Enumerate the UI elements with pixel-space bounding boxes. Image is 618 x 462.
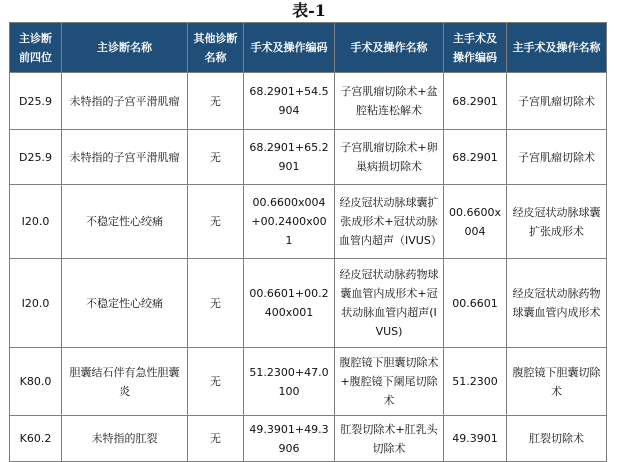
cell-main-operation-code: 00.6601 [444, 259, 507, 348]
cell-diagnosis-name: 不稳定性心绞痛 [62, 259, 188, 348]
table-row [10, 73, 607, 130]
cell-operation-codes: 00.6600x004+00.2400x001 [244, 185, 335, 259]
cell-operation-names: 子宫肌瘤切除术+盆腔粘连松解术 [335, 73, 444, 130]
header-operation-names: 手术及操作名称 [335, 23, 444, 73]
surgery-code-table [9, 22, 607, 462]
header-other-diagnosis-name: 其他诊断名称 [188, 23, 244, 73]
table-row [10, 185, 607, 259]
cell-diagnosis-code: D25.9 [10, 73, 62, 130]
cell-main-operation-code: 51.2300 [444, 348, 507, 416]
cell-operation-names: 腹腔镜下胆囊切除术+腹腔镜下阑尾切除术 [335, 348, 444, 416]
cell-other-diagnosis: 无 [188, 130, 244, 185]
cell-operation-names: 子宫肌瘤切除术+卵巢病损切除术 [335, 130, 444, 185]
cell-operation-codes: 49.3901+49.3906 [244, 416, 335, 462]
cell-diagnosis-code: D25.9 [10, 130, 62, 185]
cell-main-operation-name: 经皮冠状动脉球囊扩张成形术 [507, 185, 607, 259]
header-main-diagnosis-code: 主诊断前四位 [10, 23, 62, 73]
cell-main-operation-code: 49.3901 [444, 416, 507, 462]
cell-operation-names: 经皮冠状动脉球囊扩张成形术+冠状动脉血管内超声（IVUS） [335, 185, 444, 259]
cell-main-operation-name: 腹腔镜下胆囊切除术 [507, 348, 607, 416]
cell-operation-codes: 68.2901+54.5904 [244, 73, 335, 130]
cell-diagnosis-name: 不稳定性心绞痛 [62, 185, 188, 259]
cell-main-operation-code: 68.2901 [444, 73, 507, 130]
table-row [10, 259, 607, 348]
cell-operation-codes: 68.2901+65.2901 [244, 130, 335, 185]
cell-main-operation-name: 肛裂切除术 [507, 416, 607, 462]
cell-operation-names: 肛裂切除术+肛乳头切除术 [335, 416, 444, 462]
cell-diagnosis-code: K60.2 [10, 416, 62, 462]
cell-diagnosis-name: 未特指的肛裂 [62, 416, 188, 462]
header-main-operation-name: 主手术及操作名称 [507, 23, 607, 73]
cell-main-operation-name: 子宫肌瘤切除术 [507, 73, 607, 130]
table-title: 表-1 [292, 1, 326, 20]
cell-other-diagnosis: 无 [188, 185, 244, 259]
cell-diagnosis-name: 未特指的子宫平滑肌瘤 [62, 130, 188, 185]
cell-diagnosis-code: K80.0 [10, 348, 62, 416]
cell-diagnosis-code: I20.0 [10, 185, 62, 259]
table-row [10, 348, 607, 416]
cell-main-operation-code: 00.6600x004 [444, 185, 507, 259]
cell-diagnosis-name: 胆囊结石伴有急性胆囊炎 [62, 348, 188, 416]
cell-other-diagnosis: 无 [188, 416, 244, 462]
header-main-operation-code: 主手术及操作编码 [444, 23, 507, 73]
cell-other-diagnosis: 无 [188, 348, 244, 416]
cell-operation-codes: 00.6601+00.2400x001 [244, 259, 335, 348]
header-main-diagnosis-name: 主诊断名称 [62, 23, 188, 73]
table-row [10, 130, 607, 185]
cell-main-operation-name: 子宫肌瘤切除术 [507, 130, 607, 185]
cell-operation-codes: 51.2300+47.0100 [244, 348, 335, 416]
cell-main-operation-code: 68.2901 [444, 130, 507, 185]
table-row [10, 416, 607, 462]
cell-main-operation-name: 经皮冠状动脉药物球囊血管内成形术 [507, 259, 607, 348]
cell-operation-names: 经皮冠状动脉药物球囊血管内成形术+冠状动脉血管内超声(IVUS) [335, 259, 444, 348]
cell-other-diagnosis: 无 [188, 73, 244, 130]
header-operation-codes: 手术及操作编码 [244, 23, 335, 73]
cell-other-diagnosis: 无 [188, 259, 244, 348]
header-row [10, 23, 607, 73]
cell-diagnosis-code: I20.0 [10, 259, 62, 348]
cell-diagnosis-name: 未特指的子宫平滑肌瘤 [62, 73, 188, 130]
